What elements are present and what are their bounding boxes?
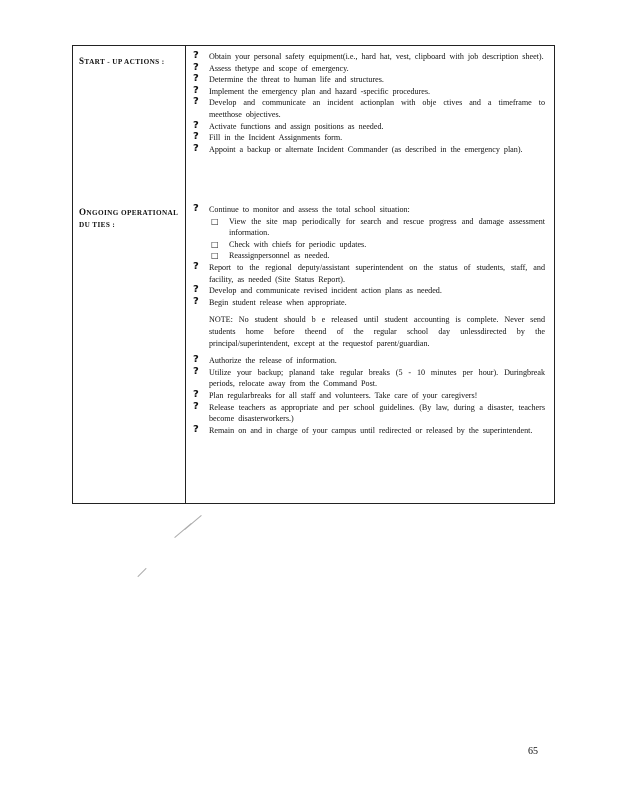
list-item: ? Fill in the Incident Assignments form. xyxy=(193,131,343,143)
question-mark-icon: ? xyxy=(193,284,199,296)
list-item: ? Implement the emergency plan and hazard -specific procedures. xyxy=(193,84,431,96)
question-mark-icon: ? xyxy=(193,131,199,143)
checkbox-icon: □ xyxy=(211,251,219,261)
sub-list-item: □ Reassignpersonnel as needed. xyxy=(211,251,330,261)
duties-table xyxy=(72,45,555,504)
list-item: ? Activate functions and assign positions as needed. xyxy=(193,119,384,131)
list-item: ? Report to the regional deputy/assistant superintendent on the status of students, staff, and facility, as needed (Site Status Report). xyxy=(193,260,545,284)
question-mark-icon: ? xyxy=(193,96,199,108)
ongoing-heading-rest: NGOING OPERATIONAL DU TIES : xyxy=(79,209,178,229)
question-mark-icon: ? xyxy=(193,50,199,61)
question-mark-icon: ? xyxy=(193,142,199,154)
startup-list xyxy=(193,51,545,155)
ongoing-heading xyxy=(79,206,179,231)
question-mark-icon: ? xyxy=(193,365,199,377)
scan-mark xyxy=(137,568,146,577)
startup-heading xyxy=(79,55,179,68)
list-item: ? Authorize the release of information. xyxy=(193,354,337,366)
page-number: 65 xyxy=(528,746,538,757)
list-item: ? Assess thetype and scope of emergency. xyxy=(193,61,349,73)
question-mark-icon: ? xyxy=(193,388,199,400)
question-mark-icon: ? xyxy=(193,295,199,307)
startup-heading-lead: S xyxy=(79,56,85,66)
sub-list-item: □ Check with chiefs for periodic updates. xyxy=(211,239,367,249)
question-mark-icon: ? xyxy=(193,260,199,272)
release-note: NOTE: No student should b e released until student accounting is complete. Never send students home before theend of the regular school day unlessdirected by the principal/superintendent, except at the requestof parent/guardian. xyxy=(209,315,545,348)
list-item: ? Develop and communicate revised incident action plans as needed. xyxy=(193,284,442,296)
question-mark-icon: ? xyxy=(193,73,199,85)
startup-heading-rest: TART - UP ACTIONS : xyxy=(84,58,165,66)
ongoing-heading-lead: O xyxy=(79,207,87,217)
ongoing-list xyxy=(193,204,545,436)
scan-mark xyxy=(184,515,201,530)
list-item: ? Obtain your personal safety equipment(i.e., hard hat, vest, clipboard with job description sheet). xyxy=(193,50,544,61)
list-item: ? Remain on and in charge of your campus until redirected or released by the superintendent. xyxy=(193,423,533,435)
question-mark-icon: ? xyxy=(193,61,199,73)
question-mark-icon: ? xyxy=(193,400,199,412)
question-mark-icon: ? xyxy=(193,203,199,214)
list-item: ? Appoint a backup or alternate Incident Commander (as described in the emergency plan). xyxy=(193,142,523,154)
question-mark-icon: ? xyxy=(193,354,199,366)
question-mark-icon: ? xyxy=(193,423,199,435)
list-item: ? Begin student release when appropriate. xyxy=(193,295,347,307)
list-item: ? Continue to monitor and assess the total school situation: xyxy=(193,203,410,214)
question-mark-icon: ? xyxy=(193,119,199,131)
list-item: ? Plan regularbreaks for all staff and volunteers. Take care of your caregivers! xyxy=(193,388,478,400)
column-divider xyxy=(185,46,186,503)
sub-list-item: □ View the site map periodically for search and rescue progress and damage assessment information. xyxy=(211,216,545,238)
question-mark-icon: ? xyxy=(193,84,199,96)
checkbox-icon: □ xyxy=(211,239,219,249)
list-item: ? Determine the threat to human life and structures. xyxy=(193,73,384,85)
list-item: ? Develop and communicate an incident actionplan with obje ctives and a timeframe to meetthose objectives. xyxy=(193,96,545,119)
list-item: ? Release teachers as appropriate and per school guidelines. (By law, during a disaster, teachers become disasterworkers.) xyxy=(193,400,545,424)
list-item: ? Utilize your backup; planand take regular breaks (5 - 10 minutes per hour). Duringbreak periods, relocate away from the Command Post. xyxy=(193,365,545,389)
checkbox-icon: □ xyxy=(211,216,219,226)
